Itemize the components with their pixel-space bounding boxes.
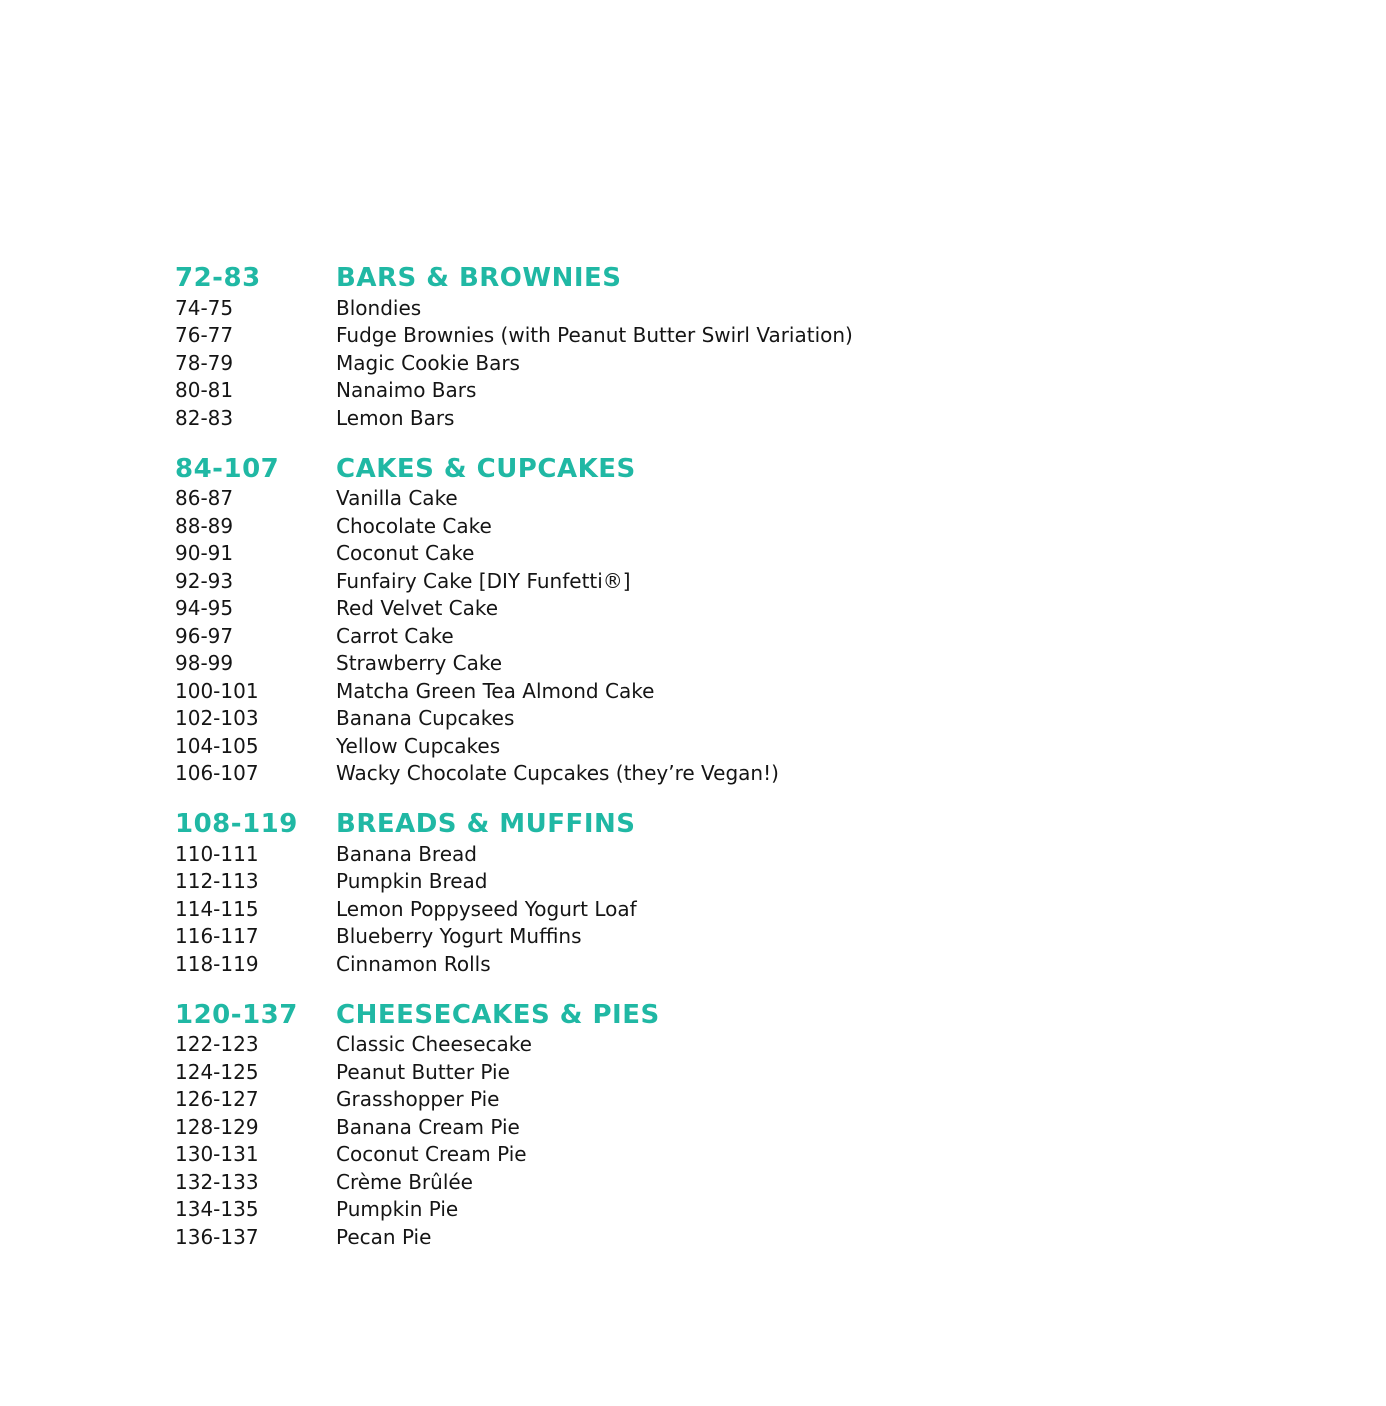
entry-title: Lemon Bars [336, 405, 455, 430]
toc-entry[interactable] [175, 322, 1275, 350]
toc-entry[interactable] [175, 677, 1275, 705]
entry-pages: 118-119 [175, 951, 259, 976]
entry-pages: 74-75 [175, 295, 234, 320]
section-title: CHEESECAKES & PIES [336, 999, 660, 1030]
toc-entry[interactable] [175, 1058, 1275, 1086]
toc-entry[interactable] [175, 294, 1275, 322]
entry-pages: 92-93 [175, 568, 234, 593]
entry-pages: 128-129 [175, 1114, 259, 1139]
toc-section-bars-brownies [175, 262, 1275, 432]
entry-pages: 132-133 [175, 1169, 259, 1194]
entry-pages: 114-115 [175, 896, 259, 921]
entry-title: Pumpkin Bread [336, 869, 488, 894]
section-title: BREADS & MUFFINS [336, 809, 636, 839]
entry-title: Banana Cream Pie [336, 1114, 520, 1139]
entry-title: Pumpkin Pie [336, 1197, 459, 1222]
entry-title: Banana Bread [336, 841, 477, 866]
toc-entry[interactable] [175, 1223, 1275, 1251]
toc-entry[interactable] [175, 895, 1275, 923]
entry-pages: 76-77 [175, 323, 234, 348]
toc-entry[interactable] [175, 840, 1275, 868]
entry-title: Red Velvet Cake [336, 596, 499, 621]
entry-title: Carrot Cake [336, 623, 454, 648]
section-header [175, 999, 1275, 1031]
toc-entry[interactable] [175, 1086, 1275, 1114]
entry-pages: 98-99 [175, 651, 234, 676]
entry-pages: 96-97 [175, 623, 234, 648]
entry-title: Blondies [336, 295, 422, 320]
toc-entry[interactable] [175, 705, 1275, 733]
entry-pages: 124-125 [175, 1059, 259, 1084]
entry-pages: 112-113 [175, 869, 259, 894]
entry-pages: 116-117 [175, 924, 259, 949]
toc-entry[interactable] [175, 1113, 1275, 1141]
entry-title: Strawberry Cake [336, 651, 503, 676]
entry-title: Grasshopper Pie [336, 1087, 500, 1112]
entry-title: Vanilla Cake [336, 486, 458, 511]
toc-entry[interactable] [175, 404, 1275, 432]
entry-pages: 136-137 [175, 1224, 259, 1249]
entry-title: Fudge Brownies (with Peanut Butter Swirl Variation) [336, 323, 853, 348]
section-page-range: 72-83 [175, 263, 261, 293]
toc-entry[interactable] [175, 377, 1275, 405]
section-title: CAKES & CUPCAKES [336, 453, 636, 484]
section-header [175, 808, 1275, 840]
toc-entry[interactable] [175, 540, 1275, 568]
entry-pages: 100-101 [175, 678, 259, 703]
entry-pages: 82-83 [175, 405, 234, 430]
entry-pages: 126-127 [175, 1087, 259, 1112]
entry-title: Crème Brûlée [336, 1169, 473, 1194]
entry-title: Peanut Butter Pie [336, 1059, 510, 1084]
toc-section-breads-muffins [175, 808, 1275, 978]
entry-pages: 88-89 [175, 513, 234, 538]
entry-pages: 110-111 [175, 841, 259, 866]
entry-title: Coconut Cream Pie [336, 1142, 527, 1167]
entry-title: Blueberry Yogurt Muffins [336, 924, 582, 949]
entry-pages: 94-95 [175, 596, 234, 621]
entry-title: Matcha Green Tea Almond Cake [336, 678, 655, 703]
toc-entry[interactable] [175, 512, 1275, 540]
entry-title: Yellow Cupcakes [336, 733, 501, 758]
entry-title: Wacky Chocolate Cupcakes (they’re Vegan!) [336, 761, 779, 786]
entry-pages: 104-105 [175, 733, 259, 758]
toc-entry[interactable] [175, 1141, 1275, 1169]
entry-pages: 102-103 [175, 706, 259, 731]
section-page-range: 108-119 [175, 809, 298, 839]
entry-pages: 122-123 [175, 1032, 259, 1057]
entry-pages: 80-81 [175, 378, 234, 403]
entry-pages: 78-79 [175, 350, 234, 375]
section-title: BARS & BROWNIES [336, 263, 622, 293]
toc-entry[interactable] [175, 760, 1275, 788]
entry-pages: 134-135 [175, 1197, 259, 1222]
entry-title: Magic Cookie Bars [336, 350, 520, 375]
table-of-contents [175, 262, 1275, 1251]
section-page-range: 84-107 [175, 453, 280, 484]
entry-title: Coconut Cake [336, 541, 475, 566]
entry-pages: 86-87 [175, 486, 234, 511]
toc-entry[interactable] [175, 950, 1275, 978]
toc-entry[interactable] [175, 1196, 1275, 1224]
entry-title: Chocolate Cake [336, 513, 492, 538]
toc-entry[interactable] [175, 1168, 1275, 1196]
toc-entry[interactable] [175, 349, 1275, 377]
entry-title: Nanaimo Bars [336, 378, 477, 403]
entry-pages: 106-107 [175, 761, 259, 786]
entry-pages: 130-131 [175, 1142, 259, 1167]
section-header [175, 262, 1275, 294]
entry-title: Classic Cheesecake [336, 1032, 532, 1057]
toc-entry[interactable] [175, 923, 1275, 951]
entry-title: Lemon Poppyseed Yogurt Loaf [336, 896, 637, 921]
toc-entry[interactable] [175, 622, 1275, 650]
toc-section-cakes-cupcakes [175, 453, 1275, 788]
toc-entry[interactable] [175, 567, 1275, 595]
toc-entry[interactable] [175, 485, 1275, 513]
toc-entry[interactable] [175, 650, 1275, 678]
toc-entry[interactable] [175, 868, 1275, 896]
entry-title: Banana Cupcakes [336, 706, 515, 731]
section-page-range: 120-137 [175, 999, 298, 1030]
entry-title: Cinnamon Rolls [336, 951, 491, 976]
entry-pages: 90-91 [175, 541, 234, 566]
section-header [175, 453, 1275, 485]
toc-entry[interactable] [175, 1031, 1275, 1059]
toc-entry[interactable] [175, 595, 1275, 623]
toc-entry[interactable] [175, 732, 1275, 760]
entry-title: Pecan Pie [336, 1224, 432, 1249]
entry-title: Funfairy Cake [DIY Funfetti®] [336, 568, 631, 593]
toc-section-cheesecakes-pies [175, 999, 1275, 1251]
